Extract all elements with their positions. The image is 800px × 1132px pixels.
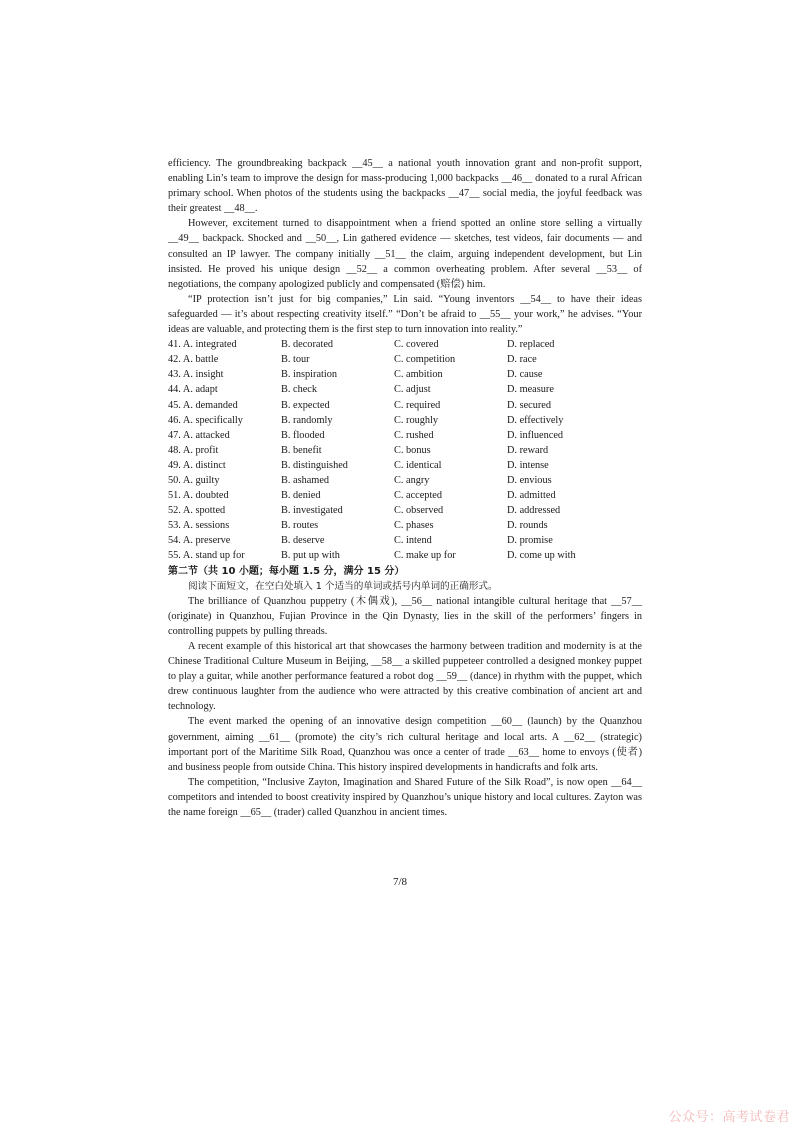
watermark: 公众号：高考试卷君: [668, 1110, 790, 1125]
option-b: B. flooded: [281, 429, 325, 441]
option-a: 49. A. distinct: [168, 459, 226, 471]
option-d: D. effectively: [507, 414, 564, 426]
answer-options-table: [168, 337, 642, 563]
option-d: D. measure: [507, 384, 554, 396]
option-a: 47. A. attacked: [168, 429, 230, 441]
option-b: B. denied: [281, 490, 321, 502]
page-number: 7/8: [392, 876, 408, 888]
option-d: D. come up with: [507, 550, 576, 562]
option-b: B. randomly: [281, 414, 333, 426]
section-2-instruction: 阅读下面短文，在空白处填入 1 个适当的单词或括号内单词的正确形式。: [188, 580, 498, 592]
option-a: 55. A. stand up for: [168, 550, 245, 562]
option-a: 51. A. doubted: [168, 490, 229, 502]
section-2-paragraph-2: A recent example of this historical art that showcases the harmony between tradition and modernity is at the Chinese Traditional Culture Museum in Beijing, __58__ a skilled puppeteer controlled a designed monkey puppet to play a guitar, while another performance featured a robot dog __59__ (dance) in rhythm with the puppet, which drew continuous laughter from the audience who were attracted by this creative combination of ancient art and technology.: [168, 641, 642, 713]
option-c: C. required: [394, 399, 441, 411]
option-b: B. expected: [281, 399, 330, 411]
option-d: D. rounds: [507, 520, 548, 532]
option-c: C. competition: [394, 354, 456, 366]
option-row: [168, 533, 642, 548]
option-row: [168, 443, 642, 458]
option-row: [168, 518, 642, 533]
option-b: B. deserve: [281, 535, 325, 547]
option-row: [168, 428, 642, 443]
option-a: 46. A. specifically: [168, 414, 243, 426]
option-c: C. make up for: [394, 550, 456, 562]
option-row: [168, 382, 642, 397]
option-d: D. envious: [507, 474, 552, 486]
option-row: [168, 503, 642, 518]
option-row: [168, 413, 642, 428]
option-c: C. covered: [394, 339, 439, 351]
option-a: 41. A. integrated: [168, 339, 237, 351]
option-row: [168, 352, 642, 367]
option-c: C. intend: [394, 535, 432, 547]
exam-page-content: [168, 156, 642, 820]
passage-paragraph-2: However, excitement turned to disappointment when a friend spotted an online store selling a virtually __49__ backpack. Shocked and __50__, Lin gathered evidence — sketches, test videos, fair documents — and consulted an IP lawyer. The company initially __51__ the claim, arguing independent development, but Lin insisted. He proved his unique design __52__ a common overheating problem. After several __53__ of negotiations, the company apologized publicly and compensated (赔偿) him.: [168, 218, 642, 290]
option-b: B. distinguished: [281, 459, 348, 471]
option-row: [168, 337, 642, 352]
option-c: C. angry: [394, 474, 430, 486]
option-c: C. adjust: [394, 384, 431, 396]
option-d: D. race: [507, 354, 537, 366]
option-b: B. benefit: [281, 444, 322, 456]
passage-paragraph-3: “IP protection isn’t just for big companies,” Lin said. “Young inventors __54__ to have their ideas safeguarded — it’s about respecting creativity itself.” “Don’t be afraid to __55__ your work,” he advises. “Your ideas are valuable, and protecting them is the first step to turn innovation into reality.”: [168, 293, 642, 336]
option-a: 53. A. sessions: [168, 520, 230, 532]
option-a: 44. A. adapt: [168, 384, 218, 396]
option-a: 52. A. spotted: [168, 505, 226, 517]
option-d: D. addressed: [507, 505, 561, 517]
option-b: B. put up with: [281, 550, 340, 562]
section-2-paragraph-4: The competition, “Inclusive Zayton, Imagination and Shared Future of the Silk Road”, is now open __64__ competitors and intended to boost creativity inspired by Quanzhou’s unique history and local cultures. Zayton was the name foreign __65__ (trader) called Quanzhou in ancient times.: [168, 776, 642, 819]
option-c: C. ambition: [394, 369, 443, 381]
option-b: B. investigated: [281, 505, 343, 517]
option-row: [168, 398, 642, 413]
option-c: C. bonus: [394, 444, 431, 456]
option-d: D. promise: [507, 535, 553, 547]
option-c: C. accepted: [394, 490, 443, 502]
option-a: 50. A. guilty: [168, 474, 220, 486]
option-c: C. roughly: [394, 414, 439, 426]
option-b: B. decorated: [281, 339, 334, 351]
option-c: C. observed: [394, 505, 444, 517]
option-d: D. intense: [507, 459, 549, 471]
option-a: 43. A. insight: [168, 369, 224, 381]
option-a: 54. A. preserve: [168, 535, 231, 547]
passage-paragraph-1: efficiency. The groundbreaking backpack __45__ a national youth innovation grant and non-profit support, enabling Lin’s team to improve the design for mass-producing 1,000 backpacks __46__ donated to a rural African primary school. When photos of the students using the backpacks __47__ social media, the joyful feedback was their greatest __48__.: [168, 158, 642, 215]
option-row: [168, 548, 642, 563]
option-b: B. check: [281, 384, 318, 396]
section-2-paragraph-3: The event marked the opening of an innovative design competition __60__ (launch) by the Quanzhou government, aiming __61__ (promote) the city’s rich cultural heritage and local arts. A __62__ (strategic) important port of the Maritime Silk Road, Quanzhou was once a center of trade __63__ home to envoys (使者) and business people from outside China. This history inspired developments in handicrafts and folk arts.: [168, 716, 642, 773]
option-d: D. replaced: [507, 339, 555, 351]
option-c: C. phases: [394, 520, 434, 532]
option-b: B. ashamed: [281, 474, 330, 486]
option-row: [168, 488, 642, 503]
section-2-paragraph-1: The brilliance of Quanzhou puppetry (木偶戏), __56__ national intangible cultural heritage that __57__ (originate) in Quanzhou, Fujian Province in the Qin Dynasty, lies in the skill of the performers’ fingers in controlling puppets by pulling threads.: [168, 595, 642, 637]
option-b: B. inspiration: [281, 369, 338, 381]
option-d: D. influenced: [507, 429, 564, 441]
section-2-title: 第二节（共 10 小题；每小题 1.5 分，满分 15 分）: [168, 565, 405, 577]
option-a: 48. A. profit: [168, 444, 219, 456]
option-d: D. reward: [507, 444, 549, 456]
option-b: B. tour: [281, 354, 310, 366]
option-d: D. admitted: [507, 490, 556, 502]
option-c: C. identical: [394, 459, 442, 471]
option-row: [168, 367, 642, 382]
option-row: [168, 473, 642, 488]
option-a: 42. A. battle: [168, 354, 219, 366]
option-row: [168, 458, 642, 473]
option-d: D. secured: [507, 399, 552, 411]
option-a: 45. A. demanded: [168, 399, 238, 411]
option-d: D. cause: [507, 369, 543, 381]
option-b: B. routes: [281, 520, 319, 532]
option-c: C. rushed: [394, 429, 434, 441]
